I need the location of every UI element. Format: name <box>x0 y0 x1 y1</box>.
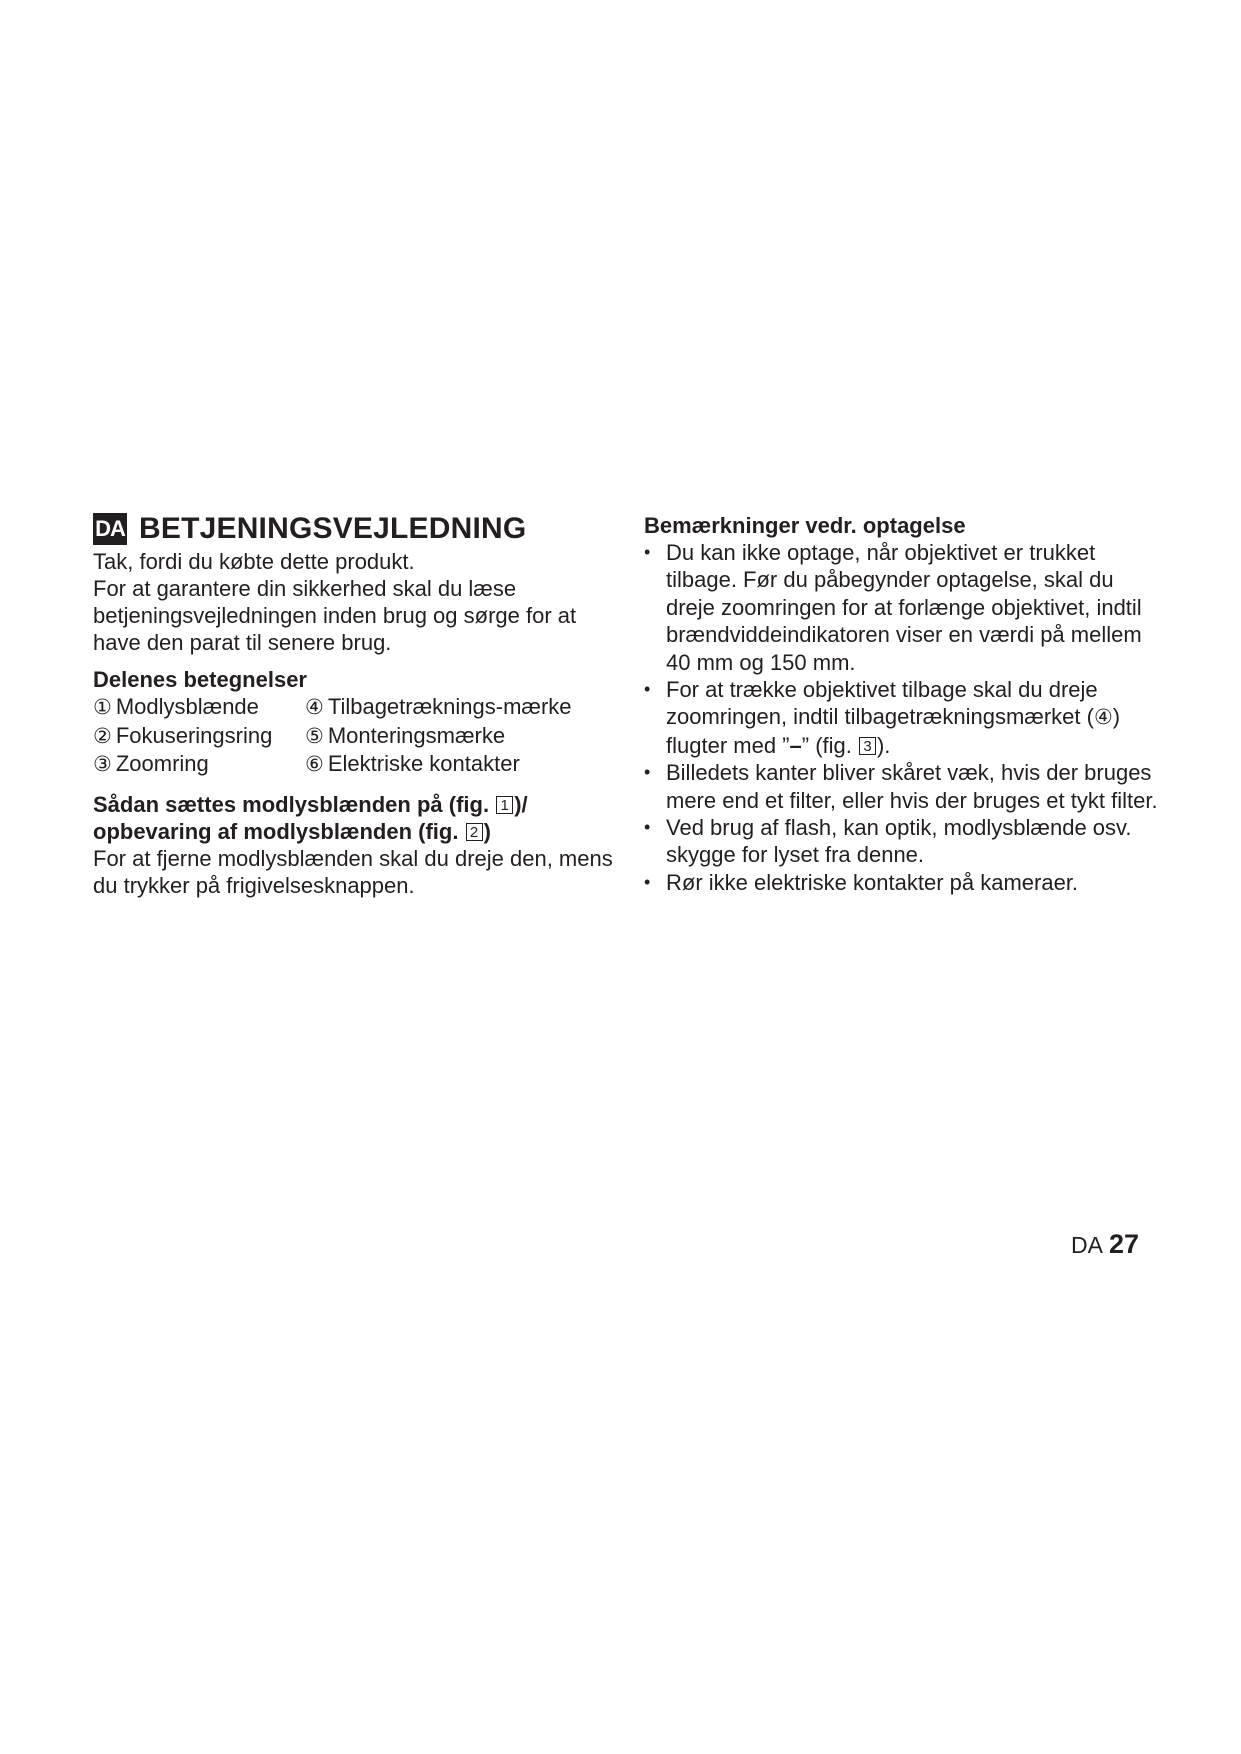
part-item <box>305 722 605 751</box>
retract-mark-symbol: – <box>789 732 802 758</box>
figure-ref-3: 3 <box>859 737 876 755</box>
intro-thanks: Tak, fordi du købte dette produkt. <box>93 549 415 574</box>
parts-list <box>93 693 613 779</box>
note-text: For at trække objektivet tilbage skal du dreje zoomringen, indtil tilbagetrækningsmærket ( <box>666 677 1098 730</box>
parts-heading: Delenes betegnelser <box>93 667 307 692</box>
part-item <box>93 722 305 751</box>
hood-heading-text: ) <box>483 818 491 844</box>
part-item <box>93 693 305 722</box>
hood-heading <box>93 791 613 845</box>
page-number: 27 <box>1108 1229 1139 1259</box>
part-label: Modlysblænde <box>115 694 259 719</box>
notes-heading: Bemærkninger vedr. optagelse <box>644 513 966 538</box>
figure-ref-1: 1 <box>496 796 513 814</box>
list-item: • Billedets kanter bliver skåret væk, hvis der bruges mere end et filter, eller hvis der bruges et tykt filter. <box>644 759 1164 814</box>
part-number: ④ <box>1093 705 1113 730</box>
part-label: Elektriske kontakter <box>327 751 520 776</box>
part-label: Fokuseringsring <box>115 722 273 748</box>
list-item: • Rør ikke elektriske kontakter på kameraer. <box>644 869 1164 896</box>
intro-safety: For at garantere din sikkerhed skal du læse betjeningsvejledningen inden brug og sørge for at have den parat til senere brug. <box>93 576 577 655</box>
right-column <box>644 512 1164 896</box>
part-item <box>305 750 605 779</box>
notes-list <box>644 539 1164 896</box>
hood-body: For at fjerne modlysblænden skal du dreje den, mens du trykker på frigivelsesknappen. <box>93 845 613 898</box>
part-number: ③ <box>93 752 112 776</box>
list-item: • Du kan ikke optage, når objektivet er trukket tilbage. Før du påbegynder optagelse, skal du dreje zoomringen for at forlænge objektivet, indtil brændviddeindikatoren viser en værdi på mellem 40 mm og 150 mm. <box>644 539 1164 676</box>
part-label: Monteringsmærke <box>327 722 506 748</box>
figure-ref-2: 2 <box>466 823 483 841</box>
list-item <box>644 676 1164 759</box>
note-text: ). <box>876 732 891 758</box>
part-number: ① <box>93 695 112 719</box>
hood-heading-text: opbevaring af modlysblænden (fig. <box>93 818 465 844</box>
list-item: • Ved brug af flash, kan optik, modlysblænde osv. skygge for lyset fra denne. <box>644 814 1164 869</box>
part-number: ② <box>93 723 112 748</box>
hood-heading-text: Sådan sættes modlysblænden på (fig. <box>93 791 496 817</box>
part-number: ④ <box>305 695 324 719</box>
left-column <box>93 512 613 899</box>
part-label: Zoomring <box>115 751 209 776</box>
part-item <box>305 693 605 722</box>
part-item <box>93 750 305 779</box>
hood-heading-text: )/ <box>514 791 528 817</box>
footer-language: DA <box>1071 1232 1103 1258</box>
page-title: BETJENINGSVEJLEDNING <box>139 512 527 545</box>
title-row <box>93 512 613 546</box>
language-badge: DA <box>93 513 127 545</box>
part-number: ⑤ <box>305 723 324 748</box>
page-footer <box>1071 1229 1139 1260</box>
note-text: ” (fig. <box>801 732 858 758</box>
part-number: ⑥ <box>305 752 324 776</box>
note-text: ) flugter med ” <box>666 704 1121 758</box>
part-label: Tilbagetræknings-mærke <box>327 694 572 719</box>
